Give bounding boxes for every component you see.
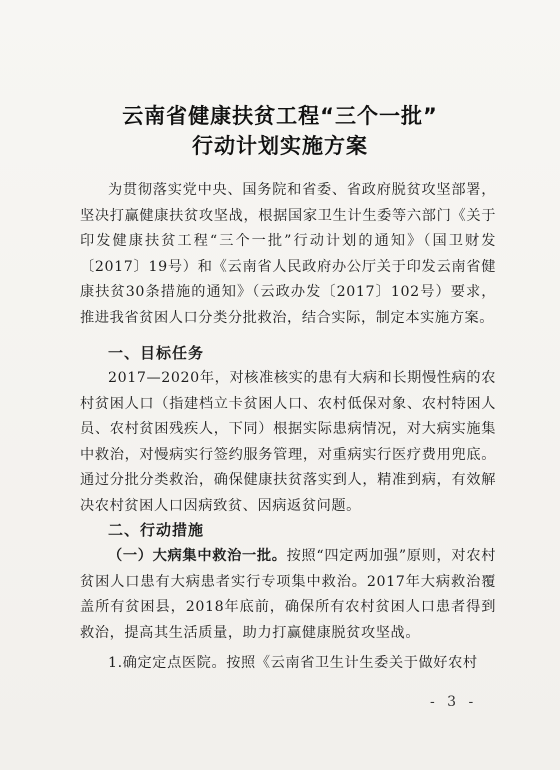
- goals-paragraph: 2017—2020年，对核准核实的患有大病和长期慢性病的农村贫困人口（指建档立卡贫困人口、农村低保对象、农村特困人员、农村贫困残疾人，下同）根据实际患病情况，对大病实施集中救治，对慢病实行签约服务管理，对重病实行医疗费用兜底。通过分批分类救治，确保健康扶贫落实到人，精准到病，有效解决农村贫困人口因病致贫、因病返贫问题。: [80, 370, 496, 514]
- item-1-paragraph: [80, 651, 496, 677]
- section-heading-measures: 二、行动措施: [108, 521, 205, 539]
- item-1-label: 1.确定定点医院。: [108, 655, 227, 671]
- section-heading-goals: 一、目标任务: [108, 344, 205, 362]
- item-1-text: 按照《云南省卫生计生委关于做好农村: [226, 655, 478, 671]
- measure-1-paragraph: [80, 544, 496, 646]
- measure-1-text: 按照“四定两加强”原则，对农村贫困人口患有大病患者实行专项集中救治。2017年大病救治覆盖所有贫困县，2018年底前，确保所有农村贫困人口患者得到救治，提高其生活质量，助力打赢健康脱贫攻坚战。: [80, 548, 496, 641]
- intro-paragraph: 为贯彻落实党中央、国务院和省委、省政府脱贫攻坚部署，坚决打赢健康扶贫攻坚战，根据国家卫生计生委等六部门《关于印发健康扶贫工程“三个一批”行动计划的通知》（国卫财发〔2017〕19号）和《云南省人民政府办公厅关于印发云南省健康扶贫30条措施的通知》（云政办发〔2017〕102号）要求，推进我省贫困人口分类分批救治，结合实际，制定本实施方案。: [80, 182, 496, 326]
- page-number: - 3 -: [430, 694, 478, 710]
- measure-1-label: （一）大病集中救治一批。: [108, 548, 287, 564]
- document-title-line-2: 行动计划实施方案: [192, 134, 368, 158]
- document-title-line-1: 云南省健康扶贫工程“三个一批”: [122, 104, 438, 128]
